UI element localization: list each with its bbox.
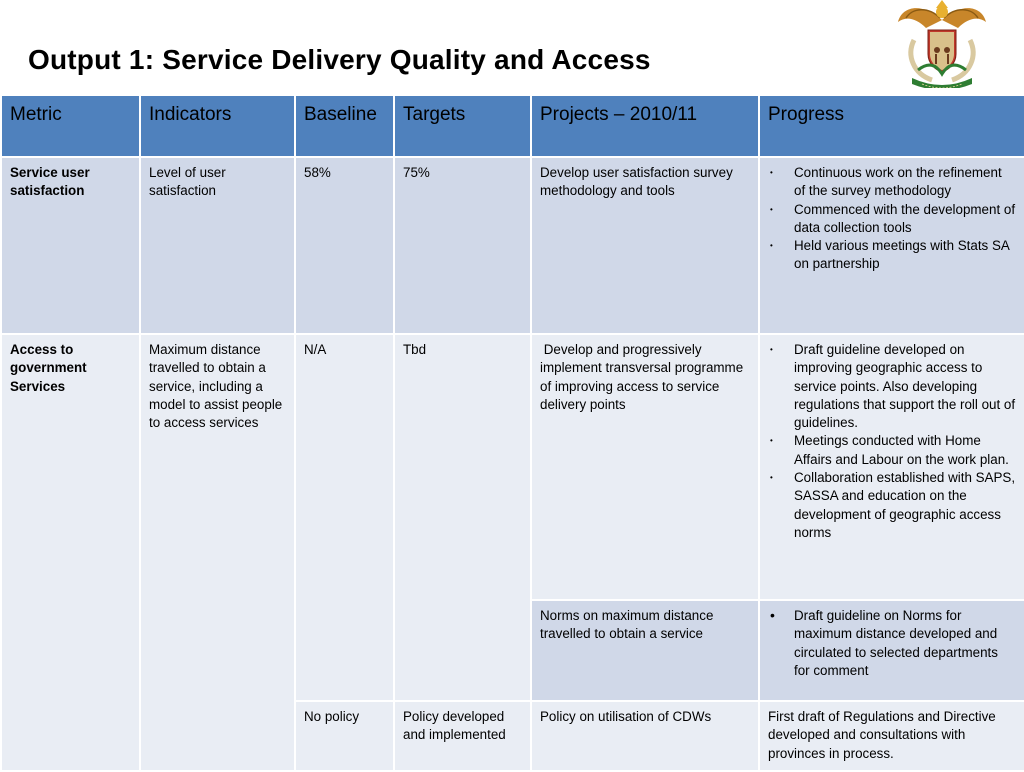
progress-cell [759,334,1024,600]
baseline-cell: N/A [295,334,394,701]
slide-title: Output 1: Service Delivery Quality and Access [28,44,651,75]
metric-cell: Access to government Services [1,334,140,771]
progress-item: • Draft guideline on Norms for maximum distance developed and circulated to selected departments for comment [794,607,1016,680]
table-header-row [1,95,1024,157]
project-cell: Policy on utilisation of CDWs [531,701,759,771]
progress-cell [759,600,1024,701]
coat-of-arms-icon [892,0,992,88]
project-cell: Develop user satisfaction survey methodology and tools [531,157,759,334]
header-indicators: Indicators [140,95,295,157]
progress-list [768,164,1016,274]
target-cell: 75% [394,157,531,334]
progress-item: • Held various meetings with Stats SA on partnership [794,237,1016,274]
header-baseline: Baseline [295,95,394,157]
table-row [1,157,1024,334]
project-cell: Norms on maximum distance travelled to obtain a service [531,600,759,701]
table-row [1,334,1024,600]
progress-list [768,607,1016,680]
baseline-cell: 58% [295,157,394,334]
progress-item: • Draft guideline developed on improving geographic access to service points. Also developing regulations that support the roll out of guidelines. [794,341,1016,432]
header-metric: Metric [1,95,140,157]
progress-cell [759,157,1024,334]
progress-item: • Commenced with the development of data collection tools [794,201,1016,238]
target-cell: Tbd [394,334,531,701]
header-progress: Progress [759,95,1024,157]
progress-list [768,341,1016,542]
metric-cell: Service user satisfaction [1,157,140,334]
output-table [0,94,1024,772]
header-projects: Projects – 2010/11 [531,95,759,157]
baseline-cell: No policy [295,701,394,771]
progress-item: • Collaboration established with SAPS, SASSA and education on the development of geographic access norms [794,469,1016,542]
indicator-cell: Maximum distance travelled to obtain a service, including a model to assist people to access services [140,334,295,771]
progress-item: • Continuous work on the refinement of the survey methodology [794,164,1016,201]
target-cell: Policy developed and implemented [394,701,531,771]
progress-cell: First draft of Regulations and Directive developed and consultations with provinces in process. [759,701,1024,771]
project-cell: Develop and progressively implement transversal programme of improving access to service delivery points [531,334,759,600]
indicator-cell: Level of user satisfaction [140,157,295,334]
header-targets: Targets [394,95,531,157]
progress-item: • Meetings conducted with Home Affairs and Labour on the work plan. [794,432,1016,469]
